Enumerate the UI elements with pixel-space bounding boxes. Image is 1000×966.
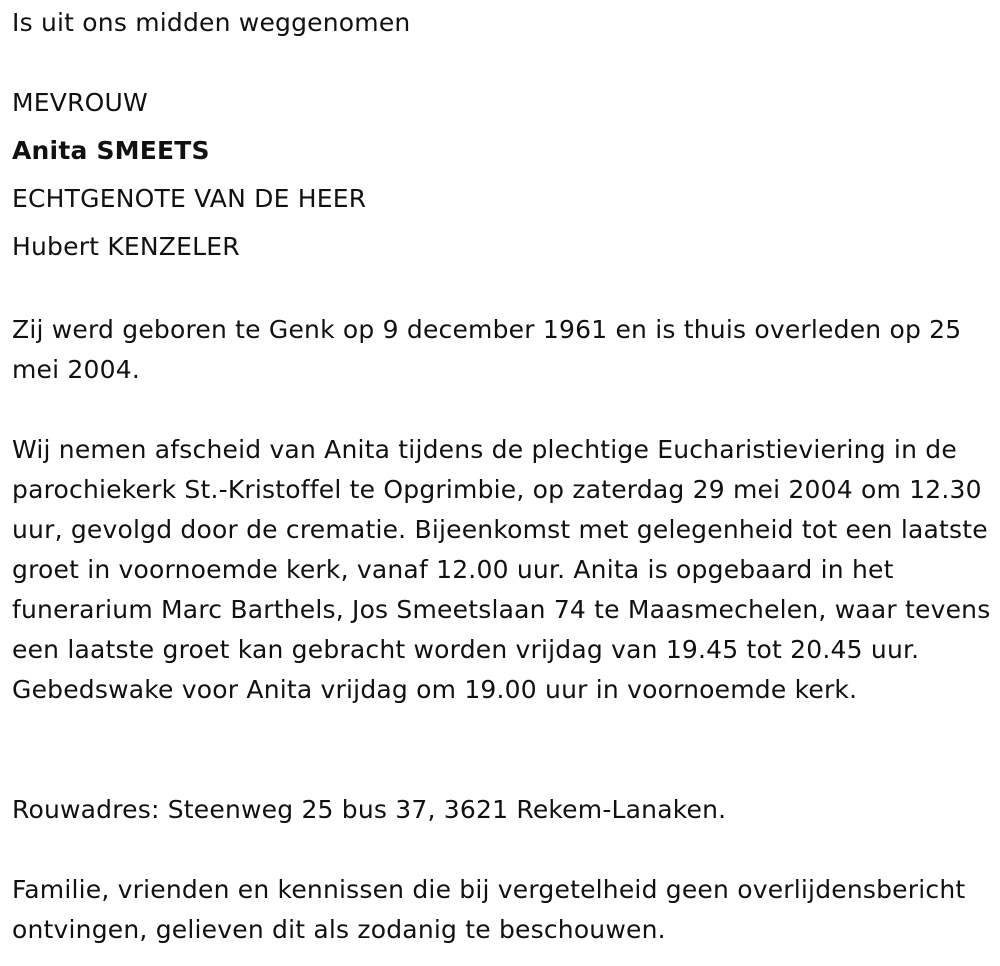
honorific: MEVROUW [12, 88, 148, 117]
relation-text: ECHTGENOTE VAN DE HEER [12, 184, 367, 213]
closing-paragraph: Familie, vrienden en kennissen die bij vergetelheid geen overlijdensbericht ontvingen, gelieven dit als zodanig te beschouwen. [12, 875, 966, 944]
ceremony-paragraph: Wij nemen afscheid van Anita tijdens de plechtige Eucharistieviering in de parochiekerk St.-Kristoffel te Opgrimbie, op zaterdag 29 mei 2004 om 12.30 uur, gevolgd door de crematie. Bijeenkomst met gelegenheid tot een laatste groet in voornoemde kerk, vanaf 12.00 uur. Anita is opgebaard in het funerarium Marc Barthels, Jos Smeetslaan 74 te Maasmechelen, waar tevens een laatste groet kan gebracht worden vrijdag van 19.45 tot 20.45 uur. Gebedswake voor Anita vrijdag om 19.00 uur in voornoemde kerk. [12, 435, 991, 704]
birth-death-paragraph: Zij werd geboren te Genk op 9 december 1961 en is thuis overleden op 25 mei 2004. [12, 315, 962, 384]
spouse-name: Hubert KENZELER [12, 232, 240, 261]
address-paragraph: Rouwadres: Steenweg 25 bus 37, 3621 Rekem-Lanaken. [12, 795, 727, 824]
intro-text: Is uit ons midden weggenomen [12, 8, 411, 37]
deceased-name: Anita SMEETS [12, 136, 210, 165]
